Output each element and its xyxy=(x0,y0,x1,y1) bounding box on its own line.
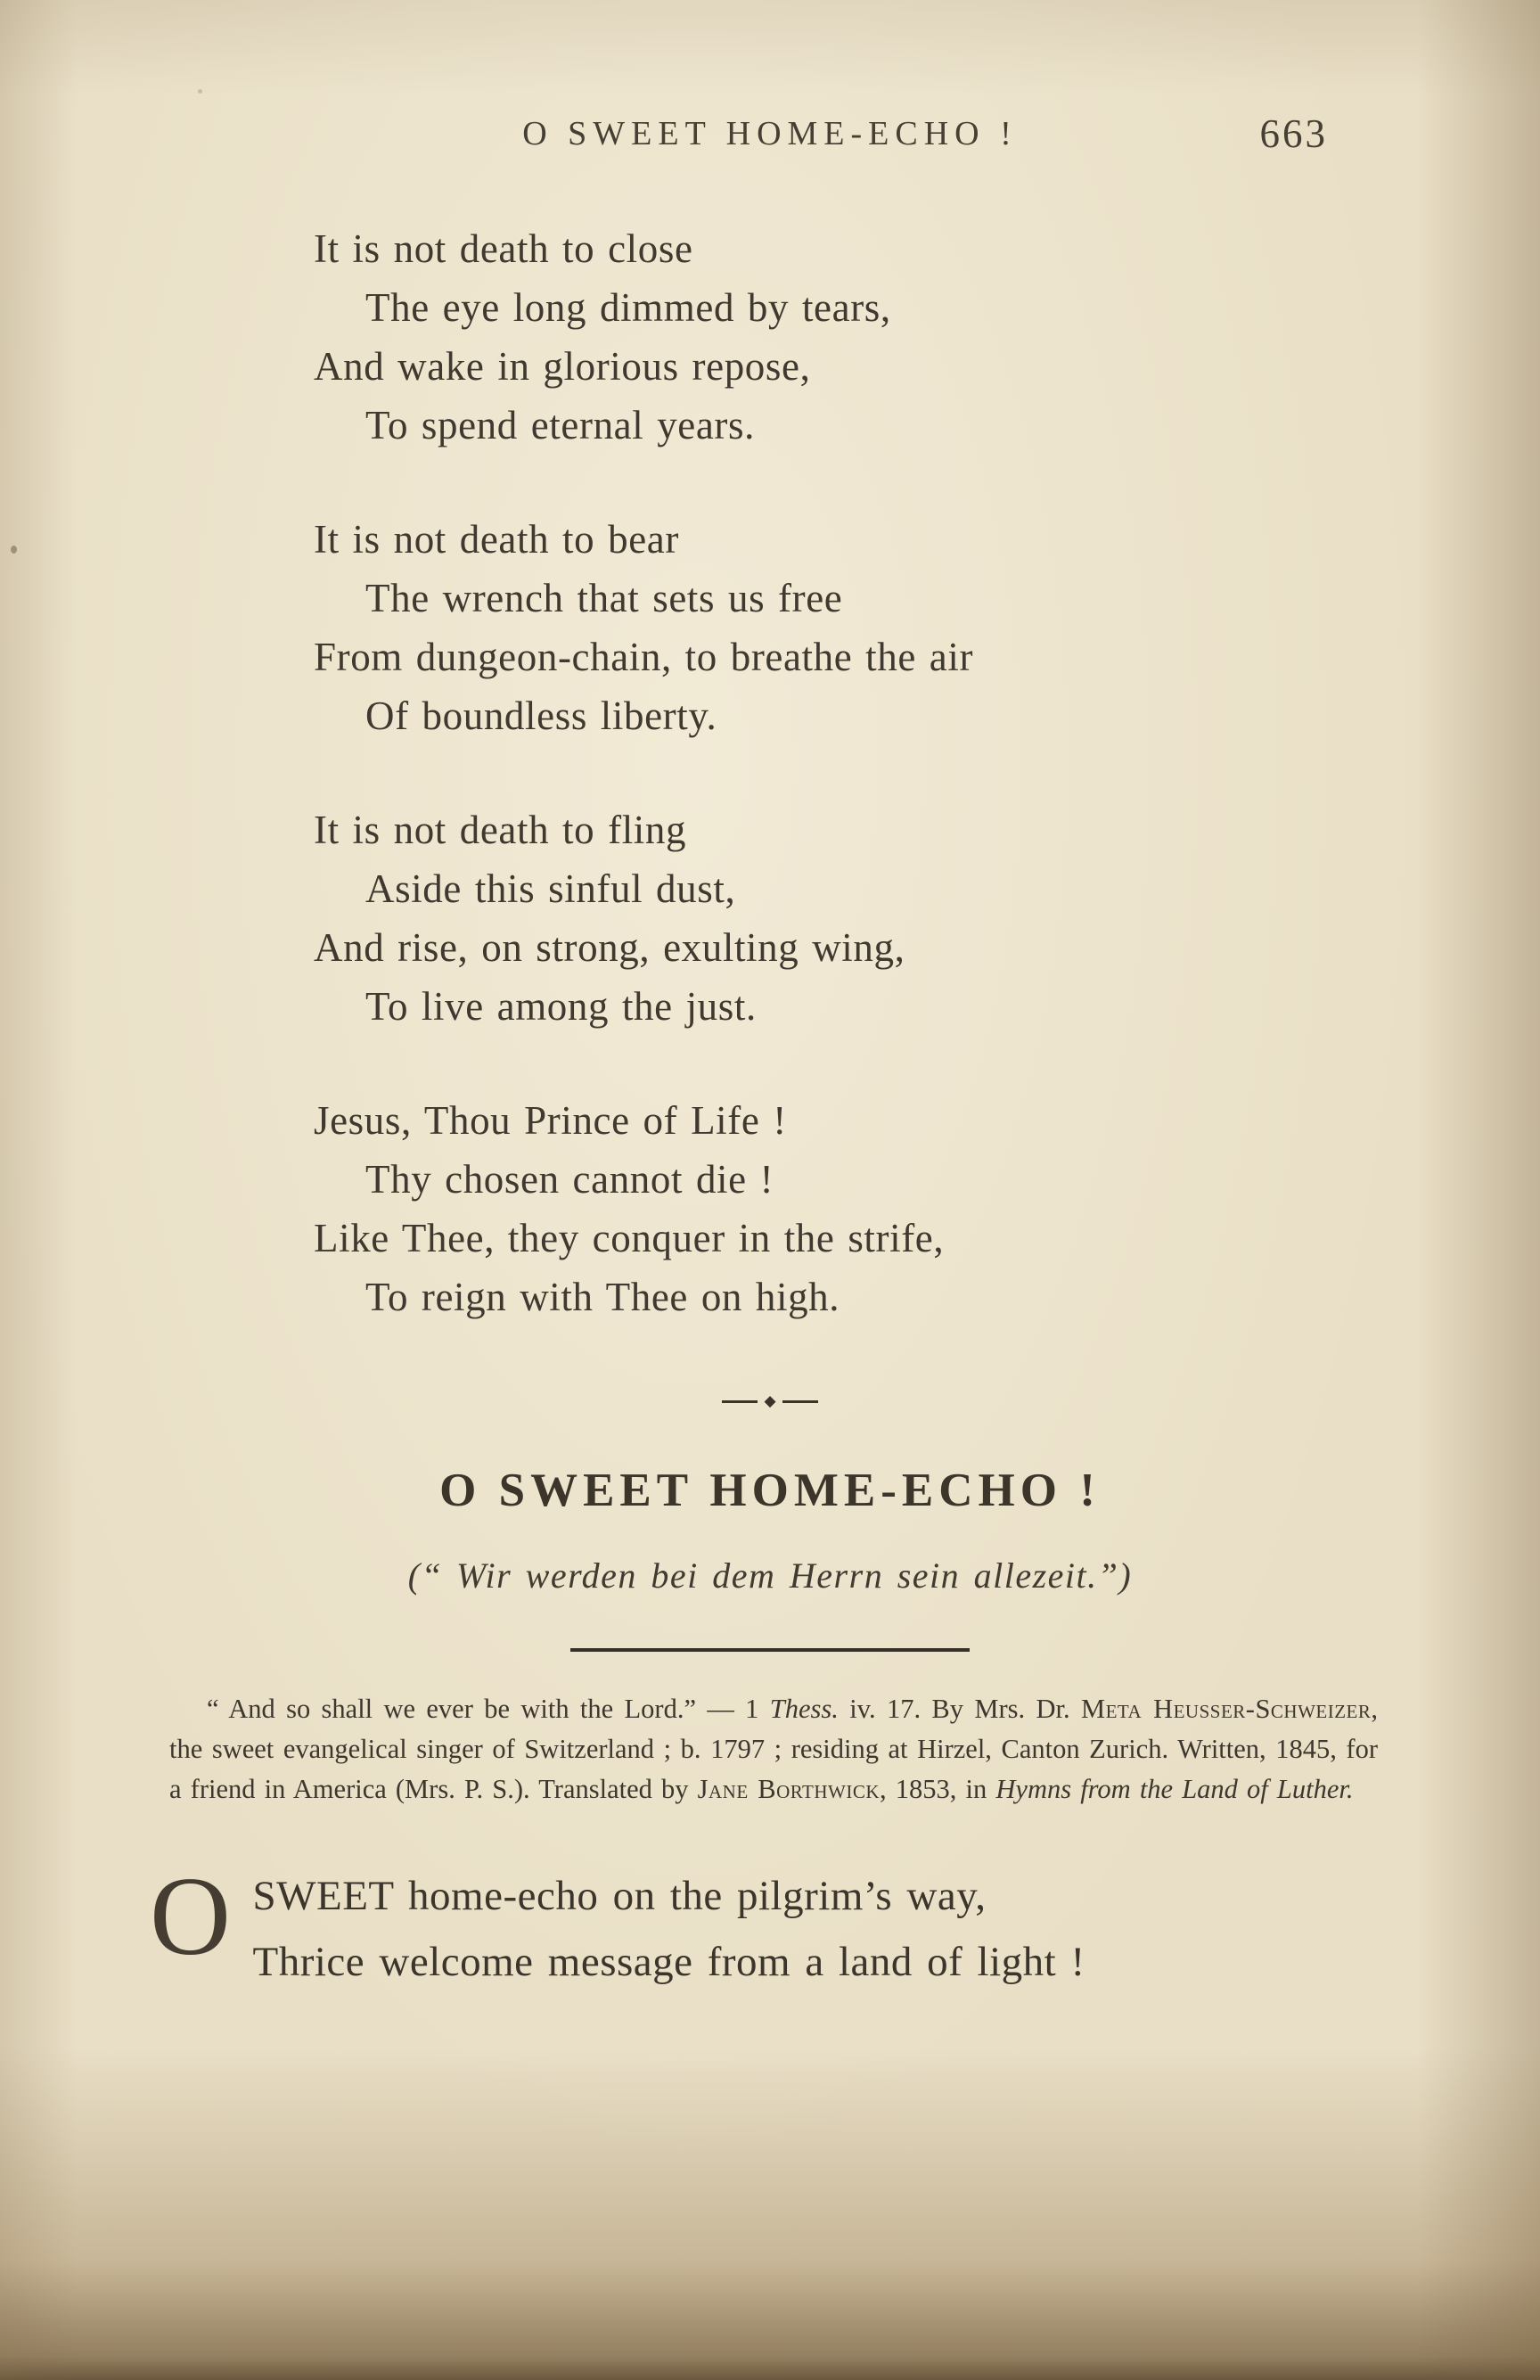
footnote-author-smallcaps: Meta Heusser-Schweizer xyxy=(1080,1694,1372,1724)
page-number: 663 xyxy=(1259,111,1328,156)
opening-line-2: Thrice welcome message from a land of light ! xyxy=(252,1939,1085,1985)
poem-line: Thy chosen cannot die ! xyxy=(365,1157,774,1202)
opening-line-1: SWEET home-echo on the pilgrim’s way, xyxy=(252,1873,987,1919)
poem-line: The eye long dimmed by tears, xyxy=(365,285,891,330)
stanza-3 xyxy=(314,800,1540,1036)
stanza-1 xyxy=(314,219,1540,455)
poem-line: And rise, on strong, exulting wing, xyxy=(314,925,905,970)
poem-line: To reign with Thee on high. xyxy=(365,1275,840,1319)
poem-line: Jesus, Thou Prince of Life ! xyxy=(314,1098,787,1143)
poem-line: It is not death to bear xyxy=(314,517,679,562)
dropcap-letter: O xyxy=(150,1855,232,1979)
page-header xyxy=(0,111,1540,156)
hymn-title: O SWEET HOME-ECHO ! xyxy=(439,1465,1101,1516)
stanza-2 xyxy=(314,510,1540,745)
footnote-translator-smallcaps: Jane Borthwick xyxy=(697,1774,881,1804)
poem-line: And wake in glorious repose, xyxy=(314,344,811,389)
divider-bar-right xyxy=(782,1400,818,1403)
hymn-subtitle-german: (“ Wir werden bei dem Herrn sein allezeit.”) xyxy=(407,1555,1133,1596)
poem-line: To live among the just. xyxy=(365,984,757,1029)
divider-bar-left xyxy=(722,1400,758,1403)
footnote-citation-italic: Thess. xyxy=(769,1694,839,1724)
poem-line: Like Thee, they conquer in the strife, xyxy=(314,1216,945,1260)
footnote-text: , 1853, in xyxy=(880,1774,996,1804)
hymn-footnote xyxy=(169,1689,1378,1810)
poem-line: Aside this sinful dust, xyxy=(365,866,736,911)
hymn-opening-verse xyxy=(150,1855,1415,1995)
divider-diamond-icon: ◆ xyxy=(764,1391,776,1409)
section-divider xyxy=(0,1391,1540,1412)
running-header-title: O SWEET HOME-ECHO ! xyxy=(522,115,1018,152)
poem-line: It is not death to fling xyxy=(314,808,687,852)
footnote-booktitle-italic: Hymns from the Land of Luther. xyxy=(995,1774,1354,1804)
footnote-text: , the sweet evangelical singer of Switzerland ; b. 1797 ; residing at Hirzel, Canton Zurich. Written, 1845, for a friend in America (Mrs. P. S.). Translated by xyxy=(169,1694,1379,1804)
footnote-text: iv. 17. By Mrs. Dr. xyxy=(838,1694,1081,1724)
footnote-text: “ And so shall we ever be with the Lord.” — 1 xyxy=(207,1694,770,1724)
paper-speck xyxy=(198,89,202,94)
poem-line: To spend eternal years. xyxy=(365,403,755,447)
paper-speck xyxy=(11,546,17,554)
footnote-rule xyxy=(570,1648,970,1652)
poem-line: From dungeon-chain, to breathe the air xyxy=(314,635,974,679)
poem-line: The wrench that sets us free xyxy=(365,576,843,620)
stanza-4 xyxy=(314,1091,1540,1326)
hymn-stanzas xyxy=(0,219,1540,1326)
poem-line: It is not death to close xyxy=(314,226,693,271)
poem-line: Of boundless liberty. xyxy=(365,693,717,738)
